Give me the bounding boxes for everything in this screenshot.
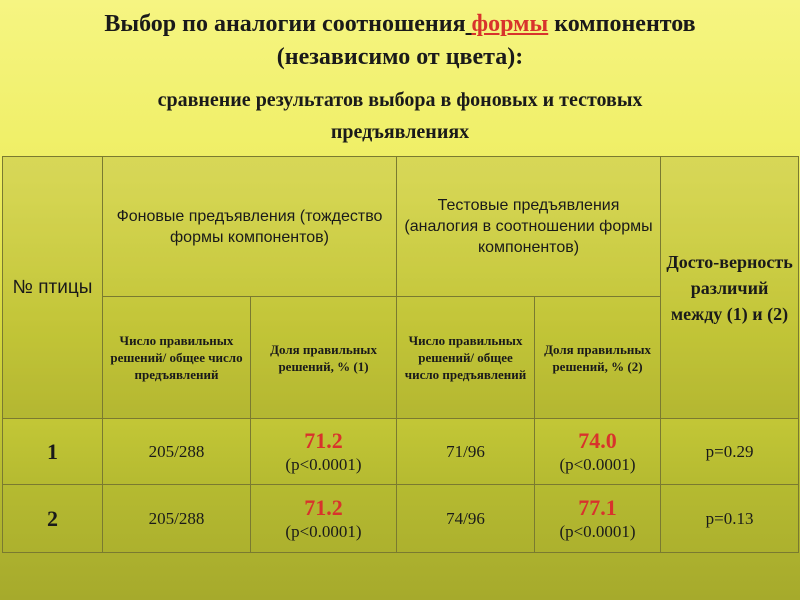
slide-title xyxy=(0,8,800,74)
row-test-share xyxy=(535,419,661,485)
header-row xyxy=(3,157,799,297)
table-row xyxy=(3,419,799,485)
title-line-2: (независимо от цвета): xyxy=(276,44,524,70)
subheader-test-count: Число правильных решений/ общее число предъявлений xyxy=(397,297,535,419)
bg-share-value: 71.2 xyxy=(304,427,343,453)
row-p-value: p=0.13 xyxy=(661,485,799,553)
bg-share-value: 71.2 xyxy=(304,494,343,520)
row-bird-number: 2 xyxy=(3,485,103,553)
header-reliability: Досто-верность различий между (1) и (2) xyxy=(661,157,799,419)
row-p-value: p=0.29 xyxy=(661,419,799,485)
subtitle-line-2: предъявлениях xyxy=(330,121,470,143)
row-bird-number: 1 xyxy=(3,419,103,485)
row-test-count: 74/96 xyxy=(397,485,535,553)
subheader-test-share: Доля правильных решений, % (2) xyxy=(535,297,661,419)
header-bird-number: № птицы xyxy=(3,157,103,419)
title-line-1 xyxy=(0,8,800,41)
row-bg-count: 205/288 xyxy=(103,485,251,553)
test-share-value: 77.1 xyxy=(578,494,617,520)
title-highlight-word: формы xyxy=(471,11,549,37)
bg-share-p: (p<0.0001) xyxy=(285,521,362,541)
bg-share-p: (p<0.0001) xyxy=(285,454,362,474)
subheader-bg-share: Доля правильных решений, % (1) xyxy=(251,297,397,419)
table-row xyxy=(3,485,799,553)
test-share-p: (p<0.0001) xyxy=(559,521,636,541)
row-test-share xyxy=(535,485,661,553)
row-bg-share xyxy=(251,419,397,485)
test-share-p: (p<0.0001) xyxy=(559,454,636,474)
test-share-value: 74.0 xyxy=(578,427,617,453)
row-bg-share xyxy=(251,485,397,553)
header-test-presentations: Тестовые предъявления (аналогия в соотношении формы компонентов) xyxy=(397,157,661,297)
row-test-count: 71/96 xyxy=(397,419,535,485)
row-bg-count: 205/288 xyxy=(103,419,251,485)
title-part-3: компонентов xyxy=(554,11,696,37)
subtitle-line-1: сравнение результатов выбора в фоновых и тестовых xyxy=(157,89,643,111)
header-background-presentations: Фоновые предъявления (тождество формы компонентов) xyxy=(103,157,397,297)
title-part-1: Выбор по аналогии соотношения xyxy=(104,11,466,37)
results-table xyxy=(2,156,799,553)
subheader-bg-count: Число правильных решений/ общее число предъявлений xyxy=(103,297,251,419)
slide-subtitle xyxy=(0,84,800,148)
